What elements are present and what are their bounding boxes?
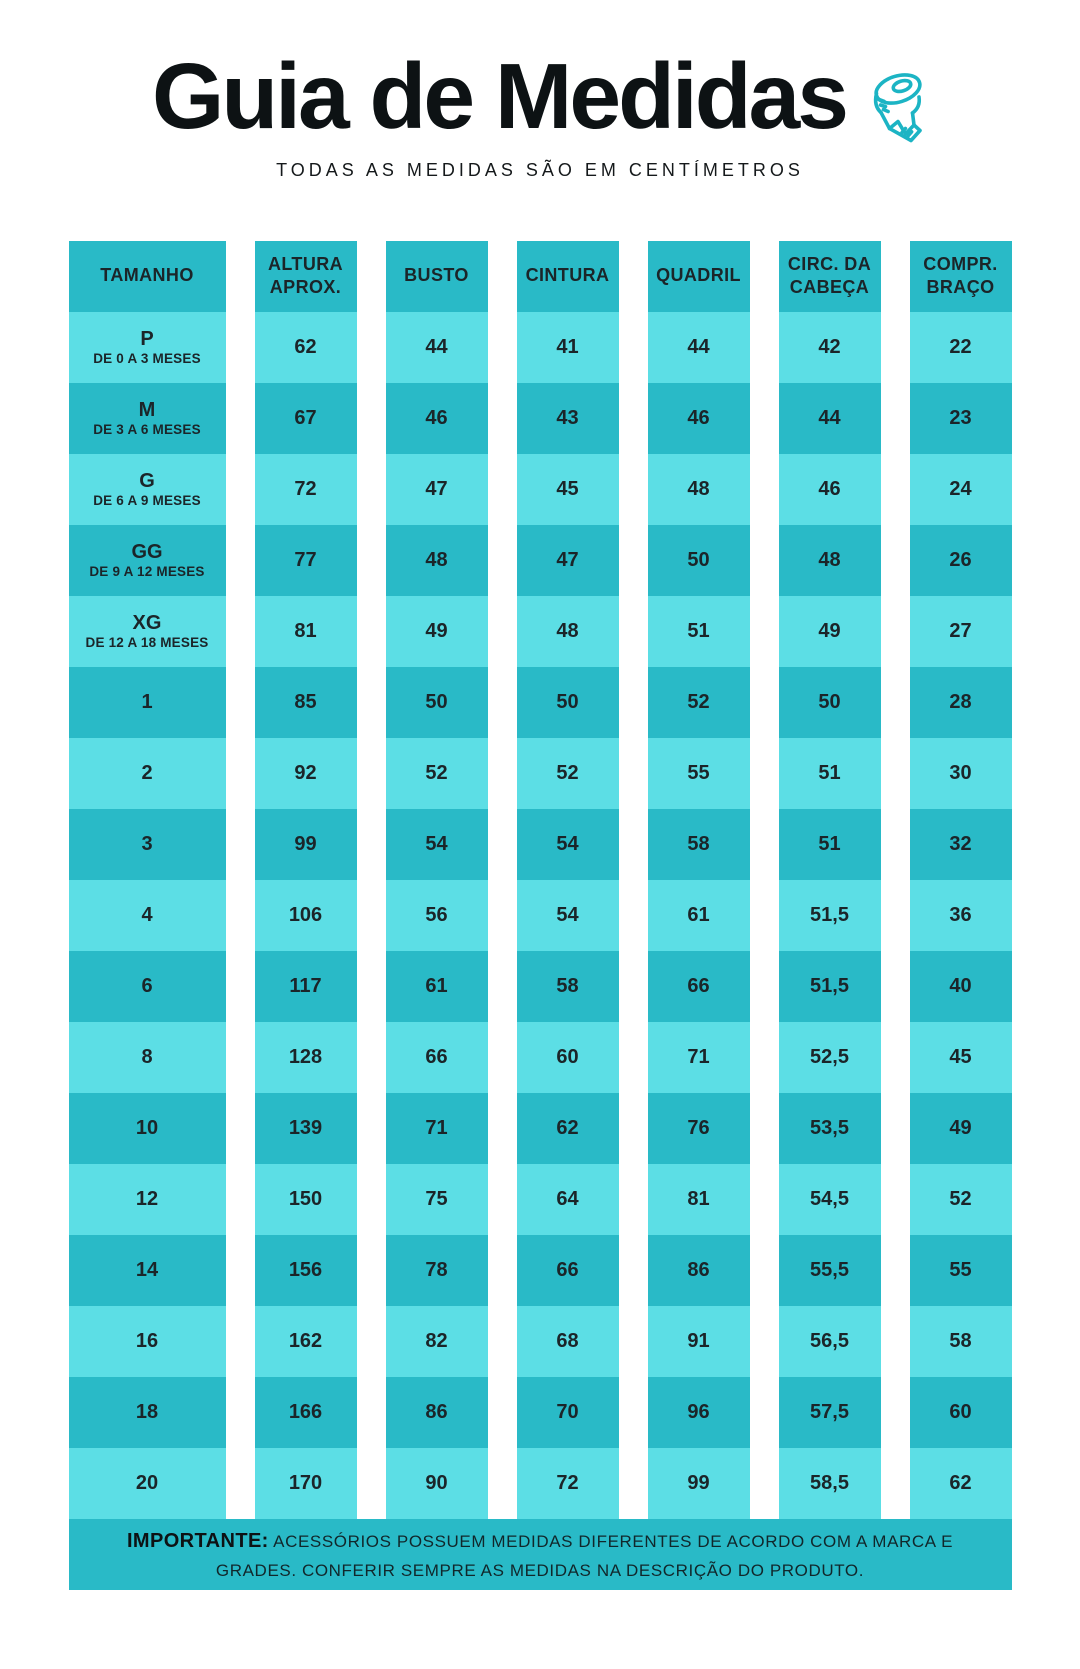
measurement-cell [779,383,881,454]
measurement-value: 51 [818,832,841,855]
size-label: P [140,328,154,351]
page-header [0,0,1080,181]
measurement-value: 66 [687,974,710,997]
measurement-value: 43 [556,406,579,429]
measurement-value: 46 [818,477,841,500]
measurement-value: 75 [425,1187,448,1210]
table-row [69,454,1012,525]
measurement-cell [779,1093,881,1164]
measurement-cell [255,1306,357,1377]
size-label: 10 [135,1117,159,1140]
measurement-value: 50 [818,690,841,713]
measurement-value: 86 [425,1400,448,1423]
measurement-cell [255,312,357,383]
measurement-value: 70 [556,1400,579,1423]
measurement-cell [517,880,619,951]
measurement-value: 58 [949,1329,972,1352]
measurement-value: 128 [288,1045,323,1068]
measurement-cell [779,1022,881,1093]
measurement-value: 46 [687,406,710,429]
measurement-value: 27 [949,619,972,642]
measurement-value: 26 [949,548,972,571]
measurement-value: 47 [425,477,448,500]
table-row [69,951,1012,1022]
measurement-cell [517,312,619,383]
size-cell [69,312,226,383]
measurement-value: 72 [294,477,317,500]
important-note [103,1525,978,1584]
measurement-value: 54 [425,832,448,855]
measurement-cell [386,809,488,880]
size-label: XG [132,612,162,635]
measurement-cell [255,667,357,738]
size-label: 8 [141,1046,153,1069]
measurement-value: 60 [556,1045,579,1068]
measurement-cell [517,1377,619,1448]
measurement-value: 99 [687,1471,710,1494]
measurement-cell [779,951,881,1022]
measurement-value: 46 [425,406,448,429]
measurement-value: 60 [949,1400,972,1423]
measurement-cell [517,951,619,1022]
measurement-value: 50 [556,690,579,713]
table-header-row [69,241,1012,312]
measurement-cell [386,738,488,809]
measurement-cell [910,596,1012,667]
measurement-value: 44 [425,335,448,358]
measurement-cell [386,1306,488,1377]
measurement-value: 54 [556,903,579,926]
measurement-cell [648,383,750,454]
measurement-value: 40 [949,974,972,997]
measurement-cell [517,1306,619,1377]
page-subtitle: TODAS AS MEDIDAS SÃO EM CENTÍMETROS [276,159,804,180]
measurement-cell [255,596,357,667]
measurement-value: 28 [949,690,972,713]
size-age-label: DE 9 A 12 MESES [89,564,205,580]
measurement-cell [386,312,488,383]
measurement-value: 58 [556,974,579,997]
measurement-value: 92 [294,761,317,784]
measurement-cell [910,454,1012,525]
size-cell [69,1448,226,1519]
measurement-value: 64 [556,1187,579,1210]
measurement-value: 50 [425,690,448,713]
measurement-value: 61 [425,974,448,997]
measurement-value: 81 [687,1187,710,1210]
measurement-cell [910,1022,1012,1093]
size-label: 16 [135,1330,159,1353]
measurement-cell [648,596,750,667]
measurement-value: 58,5 [810,1471,849,1494]
measurement-value: 85 [294,690,317,713]
table-row [69,667,1012,738]
measurement-value: 58 [687,832,710,855]
table-row [69,1093,1012,1164]
measurement-value: 36 [949,903,972,926]
measurement-value: 71 [687,1045,710,1068]
measurement-cell [648,667,750,738]
measurement-value: 54 [556,832,579,855]
measurement-cell [517,1022,619,1093]
measurement-value: 48 [818,548,841,571]
table-row [69,1448,1012,1519]
measurement-value: 62 [556,1116,579,1139]
measurement-value: 81 [294,619,317,642]
measurement-cell [386,1022,488,1093]
measurement-value: 52 [687,690,710,713]
measurement-cell [910,667,1012,738]
measurement-cell [910,1093,1012,1164]
measurement-value: 91 [687,1329,710,1352]
size-age-label: DE 12 A 18 MESES [85,635,209,651]
measurement-cell [255,1164,357,1235]
measurement-value: 57,5 [810,1400,849,1423]
measurement-value: 56 [425,903,448,926]
measurement-value: 61 [687,903,710,926]
measurement-value: 55,5 [810,1258,849,1281]
measurement-value: 51 [818,761,841,784]
measurement-value: 54,5 [810,1187,849,1210]
size-cell [69,951,226,1022]
measurement-cell [910,1235,1012,1306]
measurement-cell [648,1164,750,1235]
measurement-cell [648,1022,750,1093]
column-header: ALTURA APROX. [255,241,357,312]
size-label: 1 [141,691,153,714]
measurement-cell [910,880,1012,951]
measurement-cell [386,1448,488,1519]
measurement-cell [779,880,881,951]
measurement-cell [910,1164,1012,1235]
measurement-value: 52 [556,761,579,784]
size-label: 20 [135,1472,159,1495]
measurement-value: 55 [949,1258,972,1281]
measurement-cell [779,1235,881,1306]
measurement-cell [386,454,488,525]
measurement-value: 166 [288,1400,323,1423]
measurement-cell [517,1235,619,1306]
measurement-cell [517,667,619,738]
table-row [69,738,1012,809]
measurement-cell [517,383,619,454]
measurement-value: 106 [288,903,323,926]
measurement-value: 51,5 [810,974,849,997]
measurement-cell [517,809,619,880]
measurement-value: 72 [556,1471,579,1494]
measurement-value: 50 [687,548,710,571]
measurement-value: 55 [687,761,710,784]
measurement-cell [255,454,357,525]
table-row [69,525,1012,596]
size-cell [69,454,226,525]
measurement-value: 90 [425,1471,448,1494]
size-cell [69,738,226,809]
size-label: 6 [141,975,153,998]
table-row [69,1377,1012,1448]
measurement-value: 99 [294,832,317,855]
measurement-cell [386,1377,488,1448]
measurement-value: 162 [288,1329,323,1352]
size-cell [69,1306,226,1377]
measurement-value: 56,5 [810,1329,849,1352]
measurement-cell [386,383,488,454]
measurement-cell [648,1306,750,1377]
measurement-value: 32 [949,832,972,855]
measurement-value: 23 [949,406,972,429]
measurement-cell [255,525,357,596]
size-cell [69,809,226,880]
measuring-tape-icon [862,68,928,146]
note-label: IMPORTANTE: [126,1529,269,1552]
table-body [69,312,1012,1519]
measurement-value: 78 [425,1258,448,1281]
measurement-cell [648,809,750,880]
measurement-cell [386,525,488,596]
size-cell [69,880,226,951]
measurement-cell [910,312,1012,383]
measurement-value: 49 [818,619,841,642]
size-label: 18 [135,1401,159,1424]
size-cell [69,383,226,454]
measurement-value: 82 [425,1329,448,1352]
measurement-value: 47 [556,548,579,571]
measurement-value: 66 [425,1045,448,1068]
table-row [69,880,1012,951]
measurement-value: 66 [556,1258,579,1281]
measurement-cell [779,809,881,880]
column-header: QUADRIL [648,241,750,312]
column-header: CIRC. DA CABEÇA [779,241,881,312]
size-cell [69,1164,226,1235]
measurement-cell [386,667,488,738]
table-row [69,809,1012,880]
measurement-value: 71 [425,1116,448,1139]
size-label: 14 [135,1259,159,1282]
measurement-value: 48 [556,619,579,642]
measurement-value: 44 [687,335,710,358]
size-cell [69,667,226,738]
column-header: CINTURA [517,241,619,312]
measurement-cell [386,880,488,951]
measurement-value: 51,5 [810,903,849,926]
measurement-cell [648,1448,750,1519]
size-label: M [138,399,156,422]
measurement-cell [386,596,488,667]
size-label: 12 [135,1188,159,1211]
size-label: G [139,470,155,493]
table-row [69,1235,1012,1306]
measurement-cell [779,738,881,809]
measurement-cell [779,1377,881,1448]
table-row [69,1164,1012,1235]
measurement-cell [255,383,357,454]
measurement-cell [255,1022,357,1093]
page-title: Guia de Medidas [151,44,846,148]
size-cell [69,1235,226,1306]
size-table [69,241,1012,1519]
measurement-value: 77 [294,548,317,571]
measurement-value: 22 [949,335,972,358]
measurement-cell [910,383,1012,454]
measurement-value: 52 [425,761,448,784]
measurement-cell [779,1448,881,1519]
measurement-cell [910,738,1012,809]
measurement-value: 30 [949,761,972,784]
measurement-cell [517,596,619,667]
measurement-cell [779,596,881,667]
column-header: COMPR. BRAÇO [910,241,1012,312]
measurement-value: 48 [425,548,448,571]
measurement-value: 139 [288,1116,323,1139]
measurement-cell [910,1377,1012,1448]
size-cell [69,1022,226,1093]
measurement-cell [648,1235,750,1306]
measurement-value: 67 [294,406,317,429]
measurement-value: 96 [687,1400,710,1423]
column-header: BUSTO [386,241,488,312]
measurement-value: 51 [687,619,710,642]
measurement-cell [517,454,619,525]
measurement-value: 42 [818,335,841,358]
measurement-value: 156 [288,1258,323,1281]
measurement-cell [779,312,881,383]
table-row [69,596,1012,667]
measurement-cell [910,809,1012,880]
size-cell [69,596,226,667]
measurement-cell [255,1377,357,1448]
important-note-bar [69,1519,1012,1590]
size-cell [69,1377,226,1448]
measurement-value: 150 [288,1187,323,1210]
measurement-cell [517,738,619,809]
table-row [69,383,1012,454]
measurement-cell [648,738,750,809]
measurement-value: 52 [949,1187,972,1210]
measurement-cell [779,1306,881,1377]
size-label: 3 [141,833,153,856]
measurement-cell [386,1164,488,1235]
measurement-cell [255,880,357,951]
measurement-cell [910,951,1012,1022]
table-row [69,1022,1012,1093]
table-row [69,312,1012,383]
measurement-cell [517,1093,619,1164]
measurement-value: 52,5 [810,1045,849,1068]
measurement-cell [386,951,488,1022]
size-age-label: DE 0 A 3 MESES [93,351,201,367]
measurement-cell [648,312,750,383]
measurement-cell [517,525,619,596]
measurement-value: 53,5 [810,1116,849,1139]
measurement-value: 41 [556,335,579,358]
measurement-cell [386,1093,488,1164]
measurement-cell [255,951,357,1022]
measurement-value: 76 [687,1116,710,1139]
measurement-cell [910,1306,1012,1377]
measurement-cell [648,1093,750,1164]
measurement-cell [255,1093,357,1164]
measurement-value: 44 [818,406,841,429]
measurement-cell [910,1448,1012,1519]
measurement-value: 48 [687,477,710,500]
measurement-cell [648,880,750,951]
measurement-value: 62 [949,1471,972,1494]
measurement-value: 86 [687,1258,710,1281]
measurement-cell [648,951,750,1022]
measurement-cell [648,454,750,525]
measurement-cell [779,525,881,596]
size-label: 2 [141,762,153,785]
measurement-value: 49 [425,619,448,642]
size-age-label: DE 6 A 9 MESES [93,493,201,509]
measurement-cell [648,1377,750,1448]
measurement-value: 68 [556,1329,579,1352]
measurement-value: 45 [556,477,579,500]
size-label: GG [131,541,163,564]
measurement-value: 62 [294,335,317,358]
size-cell [69,525,226,596]
measurement-value: 117 [289,974,322,997]
column-header: TAMANHO [69,241,226,312]
measurement-cell [255,738,357,809]
size-cell [69,1093,226,1164]
measurement-cell [648,525,750,596]
measurement-cell [779,667,881,738]
measurement-value: 170 [288,1471,323,1494]
measurement-cell [910,525,1012,596]
measurement-value: 45 [949,1045,972,1068]
measurement-cell [517,1448,619,1519]
measurement-value: 49 [949,1116,972,1139]
measurement-cell [255,1235,357,1306]
measurement-cell [255,809,357,880]
measurement-cell [779,1164,881,1235]
size-label: 4 [141,904,153,927]
table-row [69,1306,1012,1377]
note-text: ACESSÓRIOS POSSUEM MEDIDAS DIFERENTES DE ACORDO COM A MARCA E GRADES. CONFERIR SEMPRE AS MEDIDAS NA DESCRIÇÃO DO PRODUTO. [215,1531,954,1580]
measurement-cell [386,1235,488,1306]
measurement-value: 24 [949,477,972,500]
measurement-cell [517,1164,619,1235]
measurement-cell [779,454,881,525]
title-row [0,44,1080,148]
measurement-cell [255,1448,357,1519]
size-age-label: DE 3 A 6 MESES [93,422,201,438]
